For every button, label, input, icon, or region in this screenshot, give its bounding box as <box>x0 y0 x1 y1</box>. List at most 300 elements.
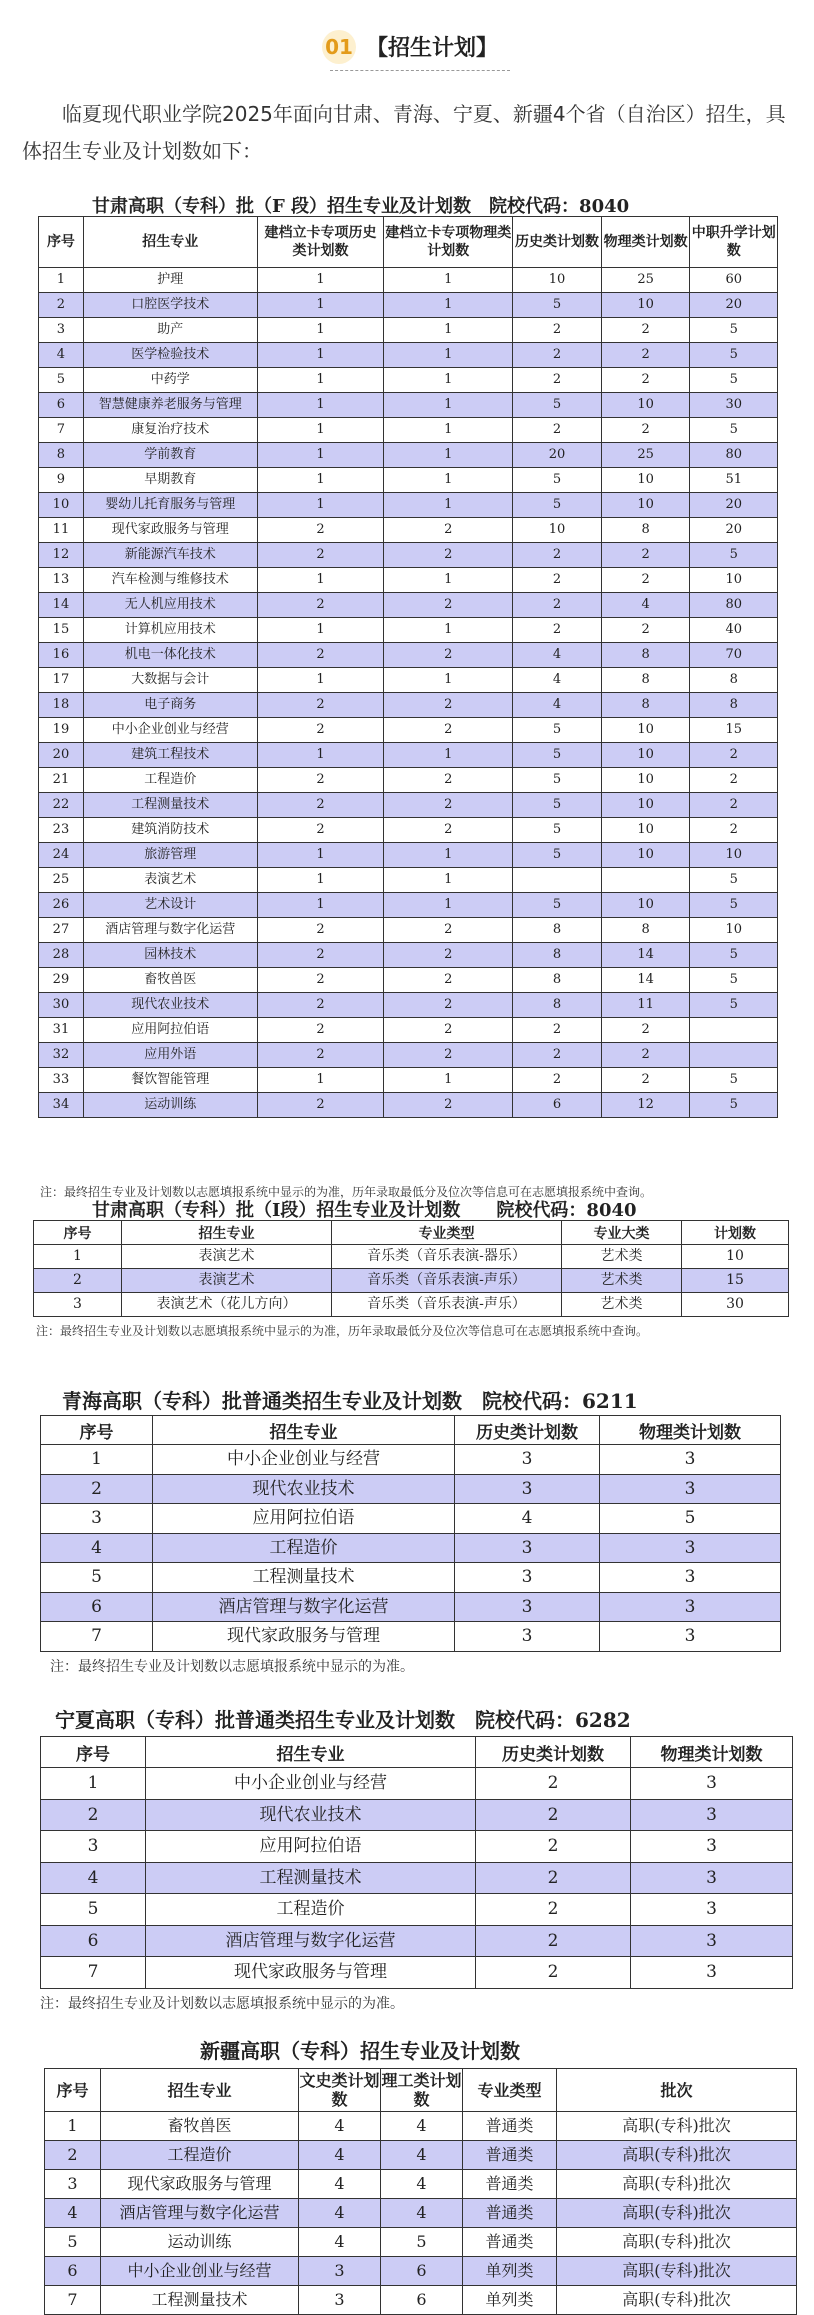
table-cell: 工程测量技术 <box>101 2286 299 2315</box>
table-cell: 5 <box>690 943 778 968</box>
table-cell: 80 <box>690 443 778 468</box>
table-cell: 2 <box>476 1799 631 1831</box>
table-cell: 11 <box>39 518 84 543</box>
table-cell: 新能源汽车技术 <box>83 543 257 568</box>
table-row <box>41 1799 793 1831</box>
table-cell: 5 <box>600 1504 781 1534</box>
table-cell: 17 <box>39 668 84 693</box>
table-row <box>39 418 778 443</box>
table-cell: 2 <box>257 918 384 943</box>
table-cell: 2 <box>476 1768 631 1800</box>
table-cell: 表演艺术（花儿方向） <box>122 1293 332 1317</box>
table-cell: 2 <box>257 943 384 968</box>
column-header: 招生专业 <box>146 1737 476 1768</box>
column-header: 专业类型 <box>463 2069 557 2112</box>
table-cell: 2 <box>257 1043 384 1068</box>
table-row <box>45 2199 797 2228</box>
table-cell: 4 <box>299 2199 381 2228</box>
table-row <box>39 593 778 618</box>
table-cell: 3 <box>45 2170 101 2199</box>
table-cell: 5 <box>513 743 602 768</box>
table-cell: 4 <box>381 2112 463 2141</box>
table-cell: 4 <box>601 593 690 618</box>
table-row <box>39 1018 778 1043</box>
table-cell: 3 <box>631 1799 793 1831</box>
table-cell: 4 <box>41 1533 153 1563</box>
table-cell: 6 <box>41 1592 153 1622</box>
section-number: 01 <box>322 30 356 64</box>
table-row <box>41 1862 793 1894</box>
table-cell: 1 <box>34 1245 122 1269</box>
ningxia-note: 注：最终招生专业及计划数以志愿填报系统中显示的为准。 <box>40 1996 404 2012</box>
table-row <box>39 468 778 493</box>
table-cell: 2 <box>513 1018 602 1043</box>
table-row <box>41 1925 793 1957</box>
table-row <box>39 1093 778 1118</box>
column-header: 建档立卡专项物理类计划数 <box>384 217 513 268</box>
table-cell: 现代家政服务与管理 <box>146 1957 476 1989</box>
column-header: 招生专业 <box>83 217 257 268</box>
table-row <box>39 843 778 868</box>
table-cell: 30 <box>39 993 84 1018</box>
table-cell: 表演艺术 <box>83 868 257 893</box>
column-header: 批次 <box>557 2069 797 2112</box>
table-cell: 中小企业创业与经营 <box>101 2257 299 2286</box>
table-cell: 3 <box>631 1957 793 1989</box>
table-row <box>39 268 778 293</box>
table-cell: 音乐类（音乐表演-声乐） <box>332 1293 562 1317</box>
table-cell: 1 <box>257 668 384 693</box>
table-row <box>39 818 778 843</box>
table-cell: 3 <box>631 1831 793 1863</box>
table-cell: 1 <box>257 893 384 918</box>
table-cell: 10 <box>39 493 84 518</box>
table-cell: 2 <box>513 543 602 568</box>
table-cell: 5 <box>513 293 602 318</box>
table-cell: 2 <box>257 543 384 568</box>
table-cell: 酒店管理与数字化运营 <box>153 1592 455 1622</box>
table-cell: 5 <box>381 2228 463 2257</box>
table-cell: 2 <box>257 818 384 843</box>
table-cell: 1 <box>384 393 513 418</box>
table-cell: 4 <box>513 668 602 693</box>
table-row <box>45 2170 797 2199</box>
table-cell: 1 <box>257 868 384 893</box>
table-row <box>39 1043 778 1068</box>
table-cell: 1 <box>41 1445 153 1475</box>
table-cell: 3 <box>299 2257 381 2286</box>
column-header: 理工类计划数 <box>381 2069 463 2112</box>
table-cell: 2 <box>476 1894 631 1926</box>
table-cell: 7 <box>45 2286 101 2315</box>
column-header: 建档立卡专项历史类计划数 <box>257 217 384 268</box>
table-row <box>45 2286 797 2315</box>
table-row <box>45 2257 797 2286</box>
table-cell: 1 <box>257 268 384 293</box>
table-row <box>41 1504 781 1534</box>
table-cell: 高职(专科)批次 <box>557 2141 797 2170</box>
table-row <box>41 1957 793 1989</box>
gansu-i-table <box>33 1220 789 1317</box>
table-cell: 1 <box>257 418 384 443</box>
table-cell: 8 <box>513 943 602 968</box>
table-row <box>41 1768 793 1800</box>
table-cell: 工程测量技术 <box>83 793 257 818</box>
table-row <box>39 793 778 818</box>
gansu-i-caption: 甘肃高职（专科）批（I段）招生专业及计划数 院校代码：8040 <box>92 1200 637 1221</box>
table-cell: 10 <box>601 293 690 318</box>
table-cell: 3 <box>631 1925 793 1957</box>
table-cell: 1 <box>257 743 384 768</box>
section-header <box>0 18 814 78</box>
table-row <box>41 1445 781 1475</box>
table-row <box>45 2112 797 2141</box>
table-cell: 2 <box>513 368 602 393</box>
table-cell: 60 <box>690 268 778 293</box>
table-cell: 2 <box>384 718 513 743</box>
table-cell <box>513 868 602 893</box>
table-cell: 30 <box>690 393 778 418</box>
table-cell: 5 <box>690 1093 778 1118</box>
table-cell: 高职(专科)批次 <box>557 2170 797 2199</box>
gansu-i-note: 注：最终招生专业及计划数以志愿填报系统中显示的为准，历年录取最低分及位次等信息可在志愿填报系统中查询。 <box>36 1324 649 1338</box>
table-cell: 32 <box>39 1043 84 1068</box>
table-cell: 4 <box>299 2112 381 2141</box>
table-cell: 4 <box>45 2199 101 2228</box>
table-cell: 中小企业创业与经营 <box>146 1768 476 1800</box>
table-cell: 8 <box>601 918 690 943</box>
table-cell: 25 <box>39 868 84 893</box>
table-cell: 餐饮智能管理 <box>83 1068 257 1093</box>
table-cell: 20 <box>690 518 778 543</box>
table-cell: 5 <box>513 718 602 743</box>
table-cell: 建筑消防技术 <box>83 818 257 843</box>
table-cell: 3 <box>34 1293 122 1317</box>
table-cell: 1 <box>384 443 513 468</box>
table-cell: 汽车检测与维修技术 <box>83 568 257 593</box>
table-cell: 大数据与会计 <box>83 668 257 693</box>
table-cell: 8 <box>513 918 602 943</box>
table-cell: 3 <box>41 1504 153 1534</box>
table-row <box>34 1245 789 1269</box>
table-cell: 8 <box>690 668 778 693</box>
table-cell: 70 <box>690 643 778 668</box>
table-cell: 工程造价 <box>153 1533 455 1563</box>
table-cell: 酒店管理与数字化运营 <box>101 2199 299 2228</box>
table-header-row <box>41 1737 793 1768</box>
column-header: 历史类计划数 <box>476 1737 631 1768</box>
table-cell: 27 <box>39 918 84 943</box>
table-cell: 31 <box>39 1018 84 1043</box>
table-cell: 康复治疗技术 <box>83 418 257 443</box>
table-cell: 运动训练 <box>83 1093 257 1118</box>
table-cell: 14 <box>601 943 690 968</box>
table-cell: 3 <box>39 318 84 343</box>
table-cell: 9 <box>39 468 84 493</box>
table-cell: 工程测量技术 <box>153 1563 455 1593</box>
table-cell: 2 <box>690 743 778 768</box>
table-cell: 2 <box>257 1093 384 1118</box>
table-cell: 4 <box>299 2141 381 2170</box>
table-cell: 3 <box>41 1831 146 1863</box>
table-cell: 4 <box>299 2228 381 2257</box>
table-cell: 2 <box>476 1862 631 1894</box>
table-cell: 运动训练 <box>101 2228 299 2257</box>
table-cell: 25 <box>601 268 690 293</box>
table-cell: 2 <box>601 543 690 568</box>
table-cell: 2 <box>384 1043 513 1068</box>
table-cell: 33 <box>39 1068 84 1093</box>
column-header: 序号 <box>41 1737 146 1768</box>
intro-paragraph: 临夏现代职业学院2025年面向甘肃、青海、宁夏、新疆4个省（自治区）招生，具体招生专业及计划数如下： <box>22 102 786 163</box>
table-row <box>34 1269 789 1293</box>
table-cell: 单列类 <box>463 2286 557 2315</box>
table-cell: 4 <box>455 1504 600 1534</box>
table-cell: 3 <box>600 1533 781 1563</box>
column-header: 历史类计划数 <box>455 1416 600 1445</box>
table-cell: 普通类 <box>463 2112 557 2141</box>
xinjiang-table <box>44 2068 797 2315</box>
table-cell: 2 <box>601 318 690 343</box>
table-cell: 2 <box>41 1474 153 1504</box>
table-cell: 5 <box>690 868 778 893</box>
table-row <box>39 393 778 418</box>
table-cell: 10 <box>601 843 690 868</box>
table-cell: 1 <box>384 493 513 518</box>
table-cell: 计算机应用技术 <box>83 618 257 643</box>
table-row <box>34 1293 789 1317</box>
table-cell: 4 <box>381 2141 463 2170</box>
table-cell: 护理 <box>83 268 257 293</box>
table-cell: 1 <box>257 568 384 593</box>
table-cell: 1 <box>384 868 513 893</box>
table-cell: 2 <box>257 718 384 743</box>
table-row <box>39 543 778 568</box>
table-cell: 应用外语 <box>83 1043 257 1068</box>
table-cell: 3 <box>600 1592 781 1622</box>
column-header: 序号 <box>39 217 84 268</box>
table-cell: 2 <box>384 543 513 568</box>
table-row <box>39 293 778 318</box>
table-cell: 10 <box>601 893 690 918</box>
column-header: 历史类计划数 <box>513 217 602 268</box>
table-cell: 1 <box>45 2112 101 2141</box>
table-cell: 3 <box>455 1445 600 1475</box>
table-cell: 6 <box>39 393 84 418</box>
table-cell: 1 <box>257 468 384 493</box>
table-row <box>39 743 778 768</box>
table-row <box>41 1563 781 1593</box>
table-cell: 2 <box>601 618 690 643</box>
table-cell: 普通类 <box>463 2228 557 2257</box>
table-row <box>41 1622 781 1652</box>
table-cell: 3 <box>600 1563 781 1593</box>
table-cell <box>690 1043 778 1068</box>
table-cell: 2 <box>257 643 384 668</box>
table-cell: 应用阿拉伯语 <box>83 1018 257 1043</box>
table-row <box>39 343 778 368</box>
table-cell: 3 <box>600 1474 781 1504</box>
table-cell: 3 <box>631 1894 793 1926</box>
table-cell: 3 <box>455 1622 600 1652</box>
table-cell: 10 <box>601 768 690 793</box>
table-cell: 高职(专科)批次 <box>557 2112 797 2141</box>
table-cell: 学前教育 <box>83 443 257 468</box>
table-cell: 4 <box>381 2199 463 2228</box>
table-cell: 应用阿拉伯语 <box>153 1504 455 1534</box>
table-cell: 5 <box>513 768 602 793</box>
table-cell: 畜牧兽医 <box>83 968 257 993</box>
table-header-row <box>34 1221 789 1245</box>
table-cell: 工程造价 <box>101 2141 299 2170</box>
table-cell: 2 <box>384 943 513 968</box>
xinjiang-caption: 新疆高职（专科）招生专业及计划数 <box>200 2039 520 2063</box>
table-row <box>41 1533 781 1563</box>
qinghai-table <box>40 1415 781 1652</box>
section-title: 【招生计划】 <box>366 36 499 61</box>
table-cell: 现代家政服务与管理 <box>101 2170 299 2199</box>
table-cell: 1 <box>384 293 513 318</box>
table-cell: 5 <box>45 2228 101 2257</box>
table-cell: 10 <box>601 743 690 768</box>
table-cell: 10 <box>601 493 690 518</box>
table-cell: 2 <box>257 1018 384 1043</box>
table-cell: 2 <box>601 368 690 393</box>
table-cell: 2 <box>601 1068 690 1093</box>
table-cell: 4 <box>513 693 602 718</box>
table-cell: 5 <box>513 493 602 518</box>
column-header: 计划数 <box>682 1221 789 1245</box>
table-cell: 4 <box>299 2170 381 2199</box>
table-cell: 2 <box>476 1925 631 1957</box>
table-cell: 5 <box>513 843 602 868</box>
table-cell: 2 <box>513 568 602 593</box>
table-cell: 1 <box>384 418 513 443</box>
table-cell: 艺术类 <box>562 1293 682 1317</box>
column-header: 序号 <box>45 2069 101 2112</box>
table-cell: 3 <box>631 1768 793 1800</box>
table-row <box>39 368 778 393</box>
table-cell: 艺术类 <box>562 1269 682 1293</box>
table-cell <box>601 868 690 893</box>
table-cell: 40 <box>690 618 778 643</box>
table-cell: 5 <box>513 893 602 918</box>
table-cell: 2 <box>513 1068 602 1093</box>
table-cell: 5 <box>690 368 778 393</box>
table-cell: 2 <box>601 418 690 443</box>
table-cell: 单列类 <box>463 2257 557 2286</box>
table-cell: 51 <box>690 468 778 493</box>
column-header: 招生专业 <box>101 2069 299 2112</box>
table-header-row <box>41 1416 781 1445</box>
table-cell: 2 <box>257 518 384 543</box>
table-cell: 现代家政服务与管理 <box>83 518 257 543</box>
table-cell: 15 <box>39 618 84 643</box>
table-cell <box>690 1018 778 1043</box>
table-header-row <box>39 217 778 268</box>
table-cell: 12 <box>601 1093 690 1118</box>
table-cell: 电子商务 <box>83 693 257 718</box>
table-cell: 2 <box>45 2141 101 2170</box>
table-cell: 畜牧兽医 <box>101 2112 299 2141</box>
table-cell: 2 <box>601 343 690 368</box>
table-cell: 音乐类（音乐表演-器乐） <box>332 1245 562 1269</box>
table-cell: 3 <box>455 1474 600 1504</box>
table-cell: 1 <box>41 1768 146 1800</box>
table-cell: 2 <box>257 993 384 1018</box>
table-cell: 5 <box>39 368 84 393</box>
table-cell: 34 <box>39 1093 84 1118</box>
table-cell: 28 <box>39 943 84 968</box>
table-cell: 10 <box>690 918 778 943</box>
table-cell: 7 <box>41 1957 146 1989</box>
table-cell: 20 <box>39 743 84 768</box>
column-header: 物理类计划数 <box>631 1737 793 1768</box>
table-cell: 中药学 <box>83 368 257 393</box>
table-row <box>39 893 778 918</box>
table-cell: 2 <box>384 1093 513 1118</box>
table-row <box>39 693 778 718</box>
table-cell: 24 <box>39 843 84 868</box>
table-cell: 4 <box>41 1862 146 1894</box>
table-cell: 中小企业创业与经营 <box>153 1445 455 1475</box>
table-cell: 2 <box>384 643 513 668</box>
table-cell: 6 <box>45 2257 101 2286</box>
table-cell: 20 <box>690 493 778 518</box>
table-cell: 2 <box>601 1018 690 1043</box>
table-cell: 8 <box>601 518 690 543</box>
table-cell: 30 <box>682 1293 789 1317</box>
table-cell: 8 <box>513 968 602 993</box>
table-cell: 5 <box>690 318 778 343</box>
table-cell: 应用阿拉伯语 <box>146 1831 476 1863</box>
table-row <box>39 643 778 668</box>
table-row <box>39 668 778 693</box>
section-divider <box>330 70 510 71</box>
column-header: 专业类型 <box>332 1221 562 1245</box>
table-cell: 2 <box>41 1799 146 1831</box>
table-row <box>45 2141 797 2170</box>
table-cell: 2 <box>690 768 778 793</box>
table-cell: 5 <box>513 468 602 493</box>
column-header: 招生专业 <box>122 1221 332 1245</box>
table-cell: 音乐类（音乐表演-声乐） <box>332 1269 562 1293</box>
table-row <box>39 443 778 468</box>
table-cell: 3 <box>455 1533 600 1563</box>
table-cell: 5 <box>41 1894 146 1926</box>
qinghai-caption: 青海高职（专科）批普通类招生专业及计划数 院校代码：6211 <box>62 1389 638 1413</box>
table-cell: 现代农业技术 <box>146 1799 476 1831</box>
table-row <box>41 1592 781 1622</box>
table-cell: 机电一体化技术 <box>83 643 257 668</box>
table-row <box>39 493 778 518</box>
table-cell: 2 <box>257 793 384 818</box>
table-row <box>39 618 778 643</box>
table-row <box>45 2228 797 2257</box>
table-cell: 工程造价 <box>83 768 257 793</box>
table-cell: 2 <box>384 918 513 943</box>
table-cell: 2 <box>513 418 602 443</box>
table-cell: 艺术设计 <box>83 893 257 918</box>
table-cell: 2 <box>513 618 602 643</box>
table-cell: 5 <box>690 1068 778 1093</box>
table-cell: 2 <box>513 1043 602 1068</box>
table-cell: 艺术类 <box>562 1245 682 1269</box>
table-cell: 普通类 <box>463 2199 557 2228</box>
table-cell: 5 <box>513 393 602 418</box>
table-cell: 3 <box>299 2286 381 2315</box>
table-row <box>41 1894 793 1926</box>
